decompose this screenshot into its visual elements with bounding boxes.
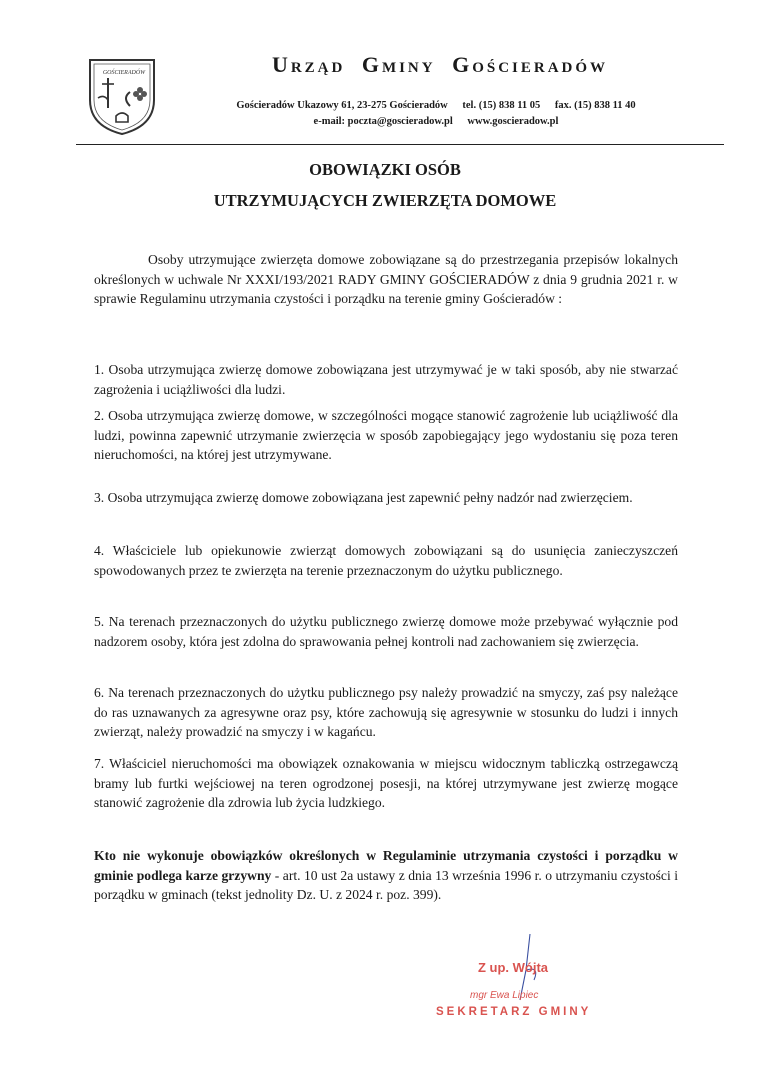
penalty-notice-reference: - art. 10 ust 2a ustawy z dnia 13 września 1996 r. o utrzymaniu czystości i porządku w gminach (tekst jednolity Dz. U. z 2024 r. poz. 399). <box>94 867 678 903</box>
crest-text: GOŚCIERADÓW <box>102 70 146 76</box>
office-website: www.goscieradow.pl <box>467 116 559 127</box>
duty-item-4: 4. Właściciele lub opiekunowie zwierząt domowych zobowiązani są do usunięcia zanieczyszczeń spowodowanych przez te zwierzęta na terenie przeznaczonym do użytku publicznego. <box>94 543 678 578</box>
document-title-line-2: UTRZYMUJĄCYCH ZWIERZĘTA DOMOWE <box>213 191 557 210</box>
office-email: e-mail: poczta@goscieradow.pl <box>313 116 453 127</box>
penalty-notice <box>94 846 678 905</box>
stamp-position: SEKRETARZ GMINY <box>436 1006 592 1018</box>
duty-item-2: 2. Osoba utrzymująca zwierzę domowe, w szczególności mogące stanowić zagrożenie lub uciążliwość dla ludzi, powinna zapewnić utrzymanie zwierzęcia w sposób zapobiegający jego wydostaniu się poza teren nieruchomości, na której jest utrzymywane. <box>94 408 678 463</box>
office-address: Gościeradów Ukazowy 61, 23-275 Gościeradów <box>236 100 448 111</box>
signature-stamp <box>430 930 630 1040</box>
stamp-signatory: mgr Ewa Lipiec <box>470 990 539 1001</box>
duty-item-6: 6. Na terenach przeznaczonych do użytku publicznego psy należy prowadzić na smyczy, zaś psy należące do ras uznawanych za agresywne oraz psy, które zachowują się agresywnie w stosunku do ludzi i innych zwierząt, należy prowadzić na smyczy i w kagańcu. <box>94 685 678 740</box>
office-fax: fax. (15) 838 11 40 <box>554 100 636 111</box>
document-title-line-1: OBOWIĄZKI OSÓB <box>309 160 461 179</box>
office-name: Urząd Gminy Gościeradów <box>271 52 609 77</box>
header-divider <box>76 144 724 145</box>
contact-line-main <box>196 100 676 111</box>
duty-item-1: 1. Osoba utrzymująca zwierzę domowe zobowiązana jest utrzymywać je w taki sposób, aby nie stwarzać zagrożenia i uciążliwości dla ludzi. <box>94 362 678 397</box>
penalty-notice-bold: Kto nie wykonuje obowiązków określonych w Regulaminie utrzymania czystości i porządku w gminie podlega karze grzywny <box>94 848 678 883</box>
intro-paragraph: Osoby utrzymujące zwierzęta domowe zobowiązane są do przestrzegania przepisów lokalnych określonych w uchwale Nr XXXI/193/2021 RADY GMINY GOŚCIERADÓW z dnia 9 grudnia 2021 r. w sprawie Regulaminu utrzymania czystości i porządku na terenie gminy Gościeradów : <box>94 252 678 307</box>
municipality-crest <box>84 54 160 138</box>
duty-item-3: 3. Osoba utrzymująca zwierzę domowe zobowiązana jest zapewnić pełny nadzór nad zwierzęciem. <box>94 490 633 505</box>
signature-scribble <box>430 930 630 1040</box>
contact-line-web <box>196 116 676 127</box>
duty-item-7: 7. Właściciel nieruchomości ma obowiązek oznakowania w miejscu widocznym tabliczką ostrzegawczą bramy lub furtki wejściowej na teren ogrodzonej posesji, na której utrzymywane jest zwierzę mogące stanowić zagrożenie dla zdrowia lub życia ludzkiego. <box>94 756 678 811</box>
office-phone: tel. (15) 838 11 05 <box>462 100 541 111</box>
duty-item-5: 5. Na terenach przeznaczonych do użytku publicznego zwierzę domowe może przebywać wyłącznie pod nadzorem osoby, która jest zdolna do sprawowania pełnej kontroli nad zachowaniem się zwierzęcia. <box>94 614 678 649</box>
stamp-authority: Z up. Wójta <box>478 960 549 975</box>
